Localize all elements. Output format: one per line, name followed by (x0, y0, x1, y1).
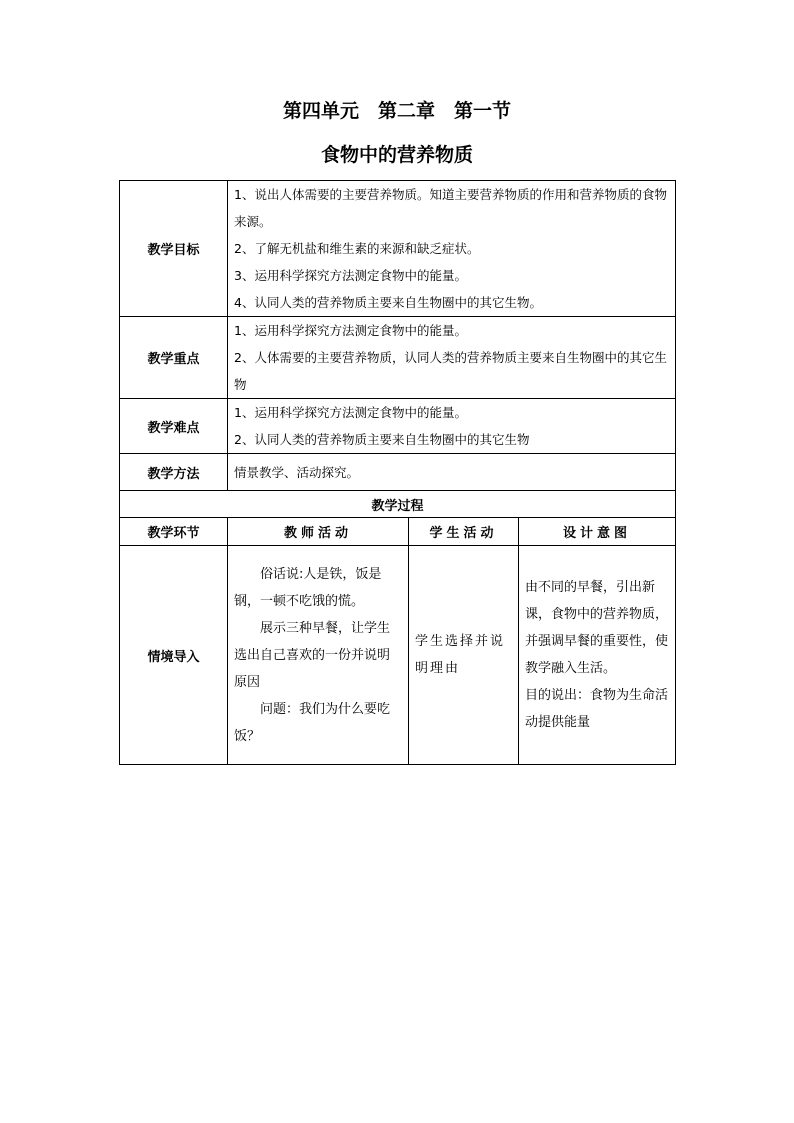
difficulty-item: 1、运用科学探究方法测定食物中的能量。 (234, 405, 467, 420)
student-activity-cell: 学生选择并说明理由 (409, 546, 519, 765)
design-intent-item: 目的说出：食物为生命活动提供能量 (525, 688, 669, 730)
teacher-activity-item: 问题：我们为什么要吃饭？ (234, 701, 391, 744)
header-student: 学生活动 (409, 518, 519, 546)
key-points-label: 教学重点 (120, 317, 228, 399)
process-header-row (120, 518, 676, 546)
objectives-label: 教学目标 (120, 181, 228, 317)
objective-item: 3、运用科学探究方法测定食物中的能量。 (234, 268, 467, 283)
teacher-activity-cell (228, 546, 409, 765)
process-title-row (120, 491, 676, 518)
stage-cell: 情境导入 (120, 546, 228, 765)
difficulties-label: 教学难点 (120, 399, 228, 454)
difficulties-row (120, 399, 676, 454)
difficulty-item: 2、认同人类的营养物质主要来自生物圈中的其它生物 (234, 432, 530, 447)
objective-item: 4、认同人类的营养物质主要来自生物圈中的其它生物。 (234, 295, 542, 310)
design-intent-item: 由不同的早餐，引出新课，食物中的营养物质，并强调早餐的重要性，使教学融入生活。 (525, 580, 669, 676)
header-stage: 教学环节 (120, 518, 228, 546)
objective-item: 2、了解无机盐和维生素的来源和缺乏症状。 (234, 241, 480, 256)
methods-content: 情景教学、活动探究。 (228, 454, 676, 491)
objective-item: 1、说出人体需要的主要营养物质。知道主要营养物质的作用和营养物质的食物来源。 (234, 187, 667, 229)
design-intent-cell (519, 546, 676, 765)
methods-label: 教学方法 (120, 454, 228, 491)
methods-row (120, 454, 676, 491)
header-design: 设计意图 (519, 518, 676, 546)
teacher-activity-item: 俗话说:人是铁，饭是钢，一顿不吃饿的慌。 (234, 566, 382, 609)
header-teacher: 教师活动 (228, 518, 409, 546)
key-point-item: 1、运用科学探究方法测定食物中的能量。 (234, 323, 467, 338)
objectives-content (228, 181, 676, 317)
table-row (120, 546, 676, 765)
key-points-content (228, 317, 676, 399)
section-heading: 第四单元 第二章 第一节 (282, 100, 511, 122)
teacher-activity-item: 展示三种早餐，让学生选出自己喜欢的一份并说明原因 (234, 620, 391, 690)
key-points-row (120, 317, 676, 399)
difficulties-content (228, 399, 676, 454)
lesson-plan-table (119, 180, 676, 765)
page-title: 食物中的营养物质 (320, 144, 473, 166)
objectives-row (120, 181, 676, 317)
process-title: 教学过程 (120, 491, 676, 518)
key-point-item: 2、人体需要的主要营养物质，认同人类的营养物质主要来自生物圈中的其它生物 (234, 350, 667, 392)
